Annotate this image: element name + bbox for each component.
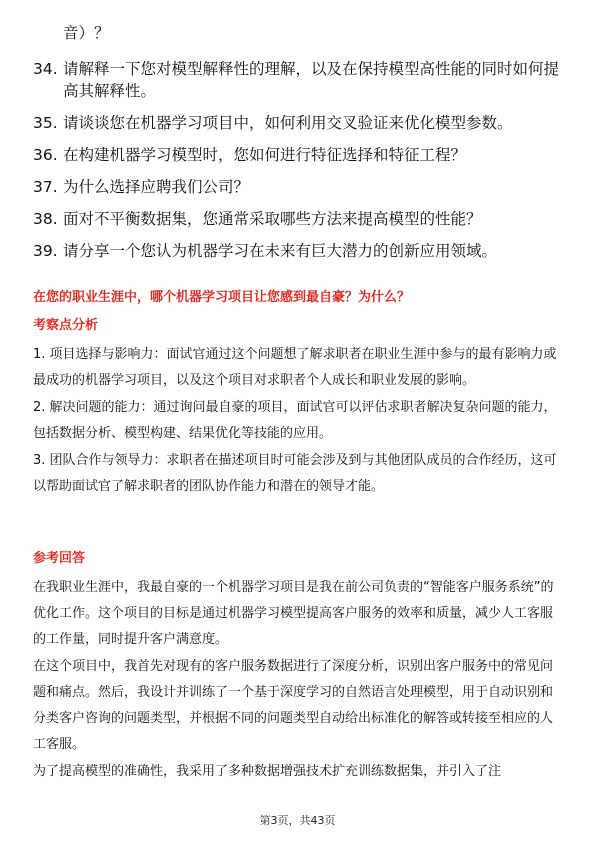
- featured-question: 在您的职业生涯中，哪个机器学习项目让您感到最自豪？为什么？: [33, 290, 411, 305]
- answer-heading: 参考回答: [33, 551, 86, 566]
- answer-paragraph: 在我职业生涯中，我最自豪的一个机器学习项目是我在前公司负责的“智能客户服务系统”的优化工作。这个项目的目标是通过机器学习模型提高客户服务的效率和质量，减少人工客服的工作量，同时提升客户满意度。: [33, 580, 554, 647]
- item-text: 在构建机器学习模型时，您如何进行特征选择和特征工程？: [63, 146, 467, 164]
- item-number: 38.: [33, 210, 58, 228]
- analysis-body: [33, 342, 563, 501]
- continued-text: 音）？: [63, 24, 110, 42]
- analysis-point: 3. 团队合作与领导力：求职者在描述项目时可能会涉及到与其他团队成员的合作经历，这可以帮助面试官了解求职者的团队协作能力和潜在的领导才能。: [33, 453, 557, 494]
- item-text: 请解释一下您对模型解释性的理解，以及在保持模型高性能的同时如何提高其解释性。: [63, 60, 560, 100]
- item-number: 35.: [33, 114, 58, 132]
- list-item: [0, 208, 595, 230]
- item-number: 39.: [33, 242, 58, 260]
- analysis-heading: 考察点分析: [33, 318, 99, 333]
- list-item: [0, 240, 595, 262]
- item-text: 面对不平衡数据集，您通常采取哪些方法来提高模型的性能？: [63, 210, 482, 228]
- page-number: 第3页，共43页: [259, 814, 336, 827]
- item-number: 34.: [33, 60, 58, 78]
- list-item: [0, 176, 595, 198]
- list-item: [0, 144, 595, 166]
- list-item: [0, 112, 595, 134]
- answer-paragraph: 为了提高模型的准确性，我采用了多种数据增强技术扩充训练数据集，并引入了注: [33, 764, 502, 779]
- item-text: 请谈谈您在机器学习项目中，如何利用交叉验证来优化模型参数。: [63, 114, 513, 132]
- question-list: [0, 58, 595, 272]
- answer-paragraph: 在这个项目中，我首先对现有的客户服务数据进行了深度分析，识别出客户服务中的常见问题和痛点。然后，我设计并训练了一个基于深度学习的自然语言处理模型，用于自动识别和分类客户咨询的问题类型，并根据不同的问题类型自动给出标准化的解答或转接至相应的人工客服。: [33, 659, 554, 752]
- analysis-point: 1. 项目选择与影响力：面试官通过这个问题想了解求职者在职业生涯中参与的最有影响力或最成功的机器学习项目，以及这个项目对求职者个人成长和职业发展的影响。: [33, 347, 557, 388]
- item-number: 37.: [33, 178, 58, 196]
- answer-body: [33, 575, 563, 786]
- item-number: 36.: [33, 146, 58, 164]
- item-text: 请分享一个您认为机器学习在未来有巨大潜力的创新应用领域。: [63, 242, 498, 260]
- item-text: 为什么选择应聘我们公司？: [63, 178, 250, 196]
- list-item: [0, 58, 595, 102]
- analysis-point: 2. 解决问题的能力：通过询问最自豪的项目，面试官可以评估求职者解决复杂问题的能力，包括数据分析、模型构建、结果优化等技能的应用。: [33, 400, 557, 441]
